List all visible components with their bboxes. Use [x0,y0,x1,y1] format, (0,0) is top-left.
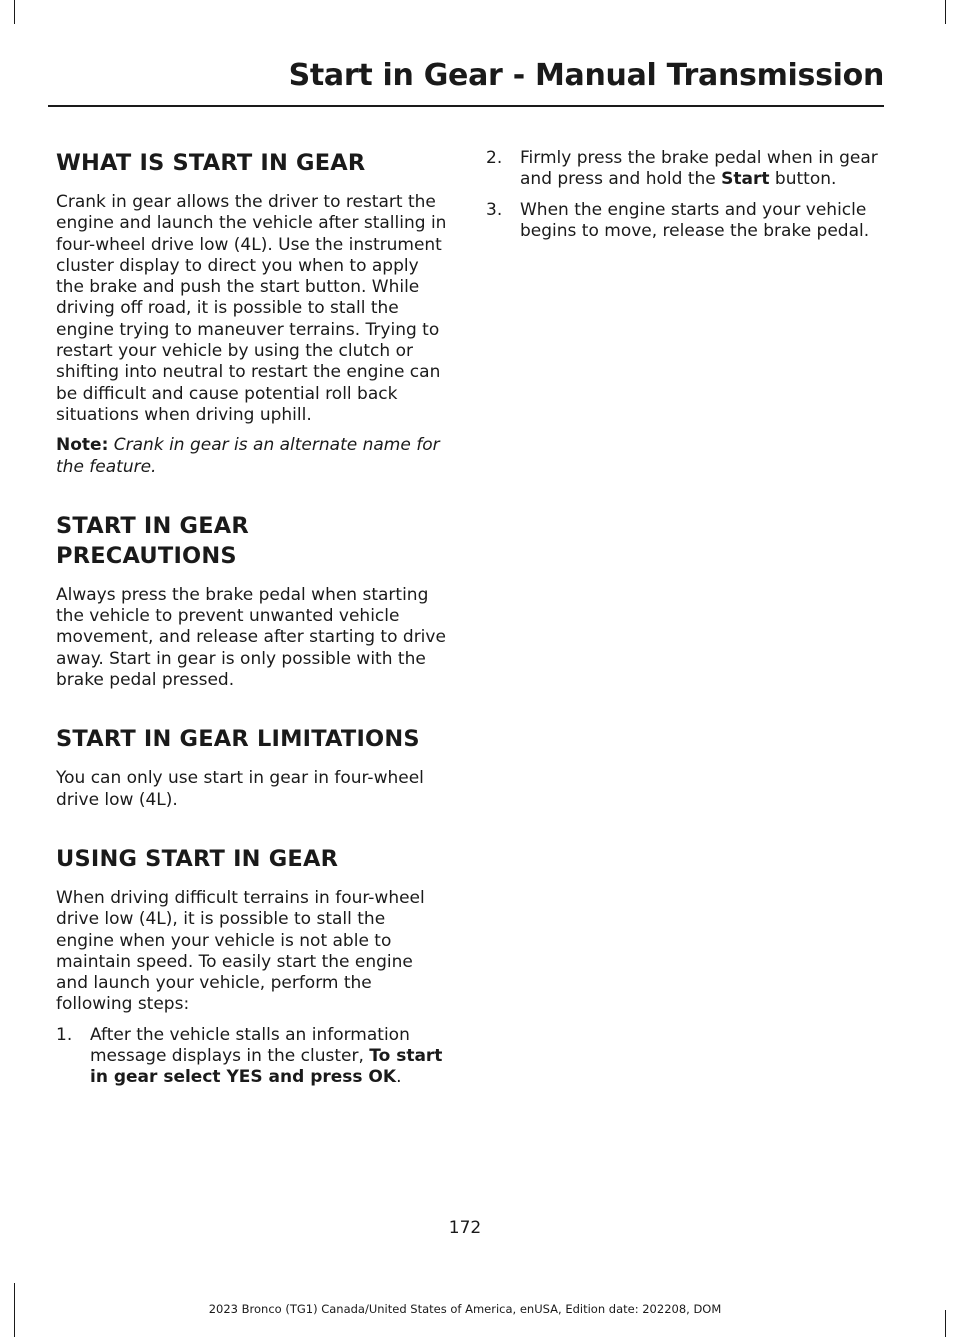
header-divider [48,105,884,107]
section-heading-what-is: WHAT IS START IN GEAR [56,150,366,176]
step-end: . [396,1067,402,1088]
crop-mark-top-left [14,0,15,24]
section-paragraph-what-is: Crank in gear allows the driver to restart the engine and launch the vehicle after stalling in four-wheel drive low (4L). Use the instrument cluster display to direct you when to apply the brake and push the start button. While driving off road, it is possible to stall the engine trying to maneuver terrains. Trying to restart your vehicle by using the clutch or shifting into neutral to restart the engine can be difficult and cause potential roll back situations when driving uphill. [56,192,447,425]
section-heading-using: USING START IN GEAR [56,845,339,872]
step-number: 1. [56,1024,73,1045]
note-label: Note: [56,435,109,456]
section-heading-precautions-line1: START IN GEAR [56,512,249,539]
section-gap [56,700,448,724]
step-number: 3. [486,199,503,220]
section-heading-precautions-line2: PRECAUTIONS [56,542,237,569]
list-item-step-3 [486,200,881,243]
page-number: 172 [448,1218,482,1238]
note [56,435,448,478]
section-gap [56,820,448,844]
crop-mark-bottom-right [945,1310,946,1337]
step-text: After the vehicle stalls an information message displays in the cluster, [90,1024,410,1067]
list-item-step-2 [486,148,881,191]
step-end: button. [774,169,837,190]
list-item-step-1 [56,1025,448,1089]
section-paragraph-using: When driving difficult terrains in four-wheel drive low (4L), it is possible to stall the engine when your vehicle is not able to maintain speed. To easily start the engine and launch your vehicle, perform the following steps: [56,887,425,1015]
section-heading-precautions-2 [56,541,448,571]
footer-edition: 2023 Bronco (TG1) Canada/United States of America, enUSA, Edition date: 202208, DOM [208,1302,722,1316]
section-gap [56,487,448,511]
crop-mark-top-right [945,0,946,24]
right-column [486,148,881,251]
step-text: Firmly press the brake pedal when in gear and press and hold the [520,148,878,190]
left-column [56,148,448,1098]
section-paragraph-precautions: Always press the brake pedal when starting the vehicle to prevent unwanted vehicle movement, and release after starting to drive away. Start in gear is only possible with the brake pedal pressed. [56,584,446,691]
section-heading-limitations: START IN GEAR LIMITATIONS [56,726,420,753]
section-paragraph-limitations: You can only use start in gear in four-wheel drive low (4L). [56,768,424,810]
note-text: Crank in gear is an alternate name for the feature. [56,435,440,477]
step-number: 2. [486,148,503,168]
page-title: Start in Gear - Manual Transmission [288,58,884,93]
section-heading-precautions [56,511,448,541]
step-start-label: Start [721,169,770,190]
step-text: When the engine starts and your vehicle begins to move, release the brake pedal. [520,199,870,241]
step-message: To start in gear select YES and press OK [90,1046,443,1088]
